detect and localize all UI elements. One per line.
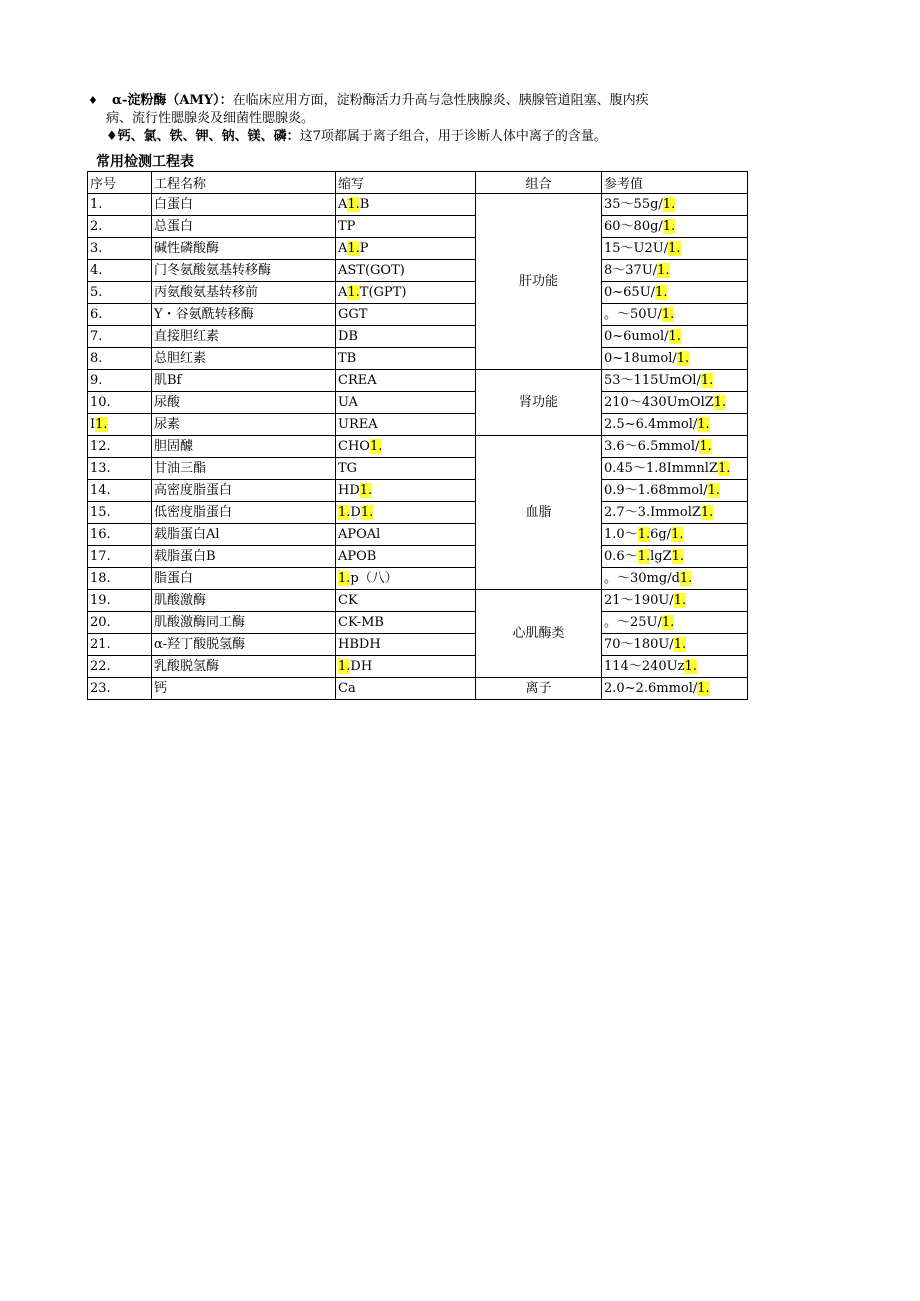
text-segment: 3.6～6.5mmol/: [604, 439, 700, 454]
cell-ref: [602, 194, 748, 216]
cell-name: 甘油三酯: [152, 458, 336, 480]
table-row: [88, 524, 748, 546]
text-segment: 15～U2U/: [604, 241, 669, 256]
cell-abbr: [336, 634, 476, 656]
cell-ref: [602, 326, 748, 348]
cell-name: 胆固醵: [152, 436, 336, 458]
cell-group-lipid: 血脂: [476, 436, 602, 590]
cell-abbr: [336, 414, 476, 436]
cell-no: 2.: [88, 216, 152, 238]
table-row: [88, 282, 748, 304]
text-segment: 1.0～: [604, 527, 638, 542]
cell-abbr: [336, 656, 476, 678]
highlighted-text: 1.: [673, 593, 687, 608]
table-row: [88, 458, 748, 480]
cell-abbr: [336, 282, 476, 304]
text-segment: 35～55g/: [604, 197, 663, 212]
text-segment: CK-MB: [338, 615, 384, 630]
cell-no: 6.: [88, 304, 152, 326]
cell-no: 9.: [88, 370, 152, 392]
highlighted-text: 1.: [661, 615, 675, 630]
cell-no: 18.: [88, 568, 152, 590]
cell-no: 12.: [88, 436, 152, 458]
cell-no: 17.: [88, 546, 152, 568]
cell-abbr: [336, 216, 476, 238]
text-segment: TG: [338, 461, 358, 476]
highlighted-text: 1.: [662, 197, 676, 212]
cell-name: 钙: [152, 678, 336, 700]
highlighted-text: 1.: [697, 681, 710, 696]
cell-ref: [602, 656, 748, 678]
highlighted-text: 1.: [360, 505, 374, 520]
table-body: [88, 194, 748, 700]
cell-no: 20.: [88, 612, 152, 634]
text-segment: A: [338, 241, 348, 256]
diamond-bullet-icon: ♦: [88, 94, 98, 107]
cell-ref: [602, 678, 748, 700]
highlighted-text: 1.: [338, 505, 351, 520]
text-segment: 21～190U/: [604, 593, 674, 608]
text-segment: 53～115UmOl/: [604, 373, 701, 388]
text-segment: 0~6umol/: [604, 329, 669, 344]
table-row: [88, 194, 748, 216]
table-row: [88, 612, 748, 634]
cell-abbr: [336, 546, 476, 568]
table-row: [88, 568, 748, 590]
highlighted-text: 1.: [668, 329, 681, 344]
highlighted-text: 1.: [671, 527, 684, 542]
highlighted-text: 1.: [700, 505, 714, 520]
highlighted-text: 1.: [359, 483, 373, 498]
highlighted-text: 1.: [676, 351, 690, 366]
highlighted-text: 1.: [347, 241, 360, 256]
cell-abbr: [336, 370, 476, 392]
highlighted-text: 1.: [637, 527, 651, 542]
cell-name: 总蛋白: [152, 216, 336, 238]
text-segment: 2.0~2.6mmol/: [604, 681, 698, 696]
text-segment: HBDH: [338, 637, 381, 652]
cell-no: 16.: [88, 524, 152, 546]
text-segment: HD: [338, 483, 360, 498]
cell-name: 高密度脂蛋白: [152, 480, 336, 502]
text-segment: P: [359, 241, 369, 256]
table-row: [88, 436, 748, 458]
table-row: [88, 546, 748, 568]
text-segment: 。～25U/: [604, 615, 662, 630]
table-row: [88, 260, 748, 282]
table-row: [88, 370, 748, 392]
cell-abbr: [336, 326, 476, 348]
text-segment: APOB: [338, 549, 377, 564]
text-segment: 2.5~6.4mmol/: [604, 417, 698, 432]
cell-ref: [602, 436, 748, 458]
cell-no: 14.: [88, 480, 152, 502]
table-title: 常用检测工程表: [96, 154, 194, 170]
highlighted-text: 1.: [347, 197, 360, 212]
text-segment: 210～430UmOlZ: [604, 395, 714, 410]
highlighted-text: 1.: [369, 439, 383, 454]
text-segment: CHO: [338, 439, 370, 454]
cell-ref: [602, 282, 748, 304]
table-row: [88, 656, 748, 678]
highlighted-text: 1.: [697, 417, 710, 432]
cell-name: 脂蛋白: [152, 568, 336, 590]
cell-group-ion: 离子: [476, 678, 602, 700]
text-segment: TP: [338, 219, 356, 234]
cell-ref: [602, 524, 748, 546]
cell-no: 13.: [88, 458, 152, 480]
highlighted-text: 1.: [338, 659, 351, 674]
cell-name: α-羟丁酸脱氢酶: [152, 634, 336, 656]
cell-name: 肌酸激酶同工酶: [152, 612, 336, 634]
cell-no: 22.: [88, 656, 152, 678]
highlighted-text: 1.: [95, 417, 108, 432]
amy-description: 在临床应用方面，淀粉酶活力升高与急性胰腺炎、胰腺管道阻塞、腹内疾: [232, 93, 649, 108]
text-segment: GGT: [338, 307, 368, 322]
cell-name: 乳酸脱氢酶: [152, 656, 336, 678]
cell-name: Y・谷氨酰转移酶: [152, 304, 336, 326]
cell-ref: [602, 590, 748, 612]
cell-name: 尿酸: [152, 392, 336, 414]
text-segment: B: [359, 197, 370, 212]
highlighted-text: 1.: [700, 373, 714, 388]
text-segment: TB: [338, 351, 357, 366]
text-segment: DB: [338, 329, 358, 344]
cell-ref: [602, 458, 748, 480]
cell-group-liver: 肝功能: [476, 194, 602, 370]
text-segment: 0~65U/: [604, 285, 656, 300]
intro-text: [88, 92, 778, 146]
highlighted-text: 1.: [637, 549, 651, 564]
highlighted-text: 1.: [707, 483, 721, 498]
cell-group-kidney: 肾功能: [476, 370, 602, 436]
table-row: [88, 304, 748, 326]
cell-abbr: [336, 678, 476, 700]
text-segment: 。～50U/: [604, 307, 662, 322]
cell-name: 总胆红素: [152, 348, 336, 370]
text-segment: 114～240Uz: [604, 659, 685, 674]
table-row: [88, 678, 748, 700]
cell-abbr: [336, 392, 476, 414]
cell-abbr: [336, 502, 476, 524]
text-segment: A: [338, 285, 348, 300]
cell-abbr: [336, 612, 476, 634]
test-items-table: [87, 171, 748, 700]
highlighted-text: 1.: [717, 461, 731, 476]
text-segment: 8～37U/: [604, 263, 658, 278]
text-segment: 0.45～1.8ImmnlZ: [604, 461, 718, 476]
text-segment: 。～30mg/d: [604, 571, 680, 586]
highlighted-text: 1.: [338, 571, 351, 586]
table-row: [88, 238, 748, 260]
cell-no: 21.: [88, 634, 152, 656]
cell-no: 1.: [88, 194, 152, 216]
cell-name: 肌Bf: [152, 370, 336, 392]
header-ref: 参考值: [602, 172, 748, 194]
highlighted-text: 1.: [668, 241, 681, 256]
cell-no: 10.: [88, 392, 152, 414]
amy-line: [88, 92, 778, 110]
cell-no: [88, 414, 152, 436]
highlighted-text: 1.: [655, 285, 668, 300]
cell-no: 3.: [88, 238, 152, 260]
cell-ref: [602, 546, 748, 568]
header-abbr: 缩写: [336, 172, 476, 194]
cell-ref: [602, 370, 748, 392]
highlighted-text: 1.: [662, 219, 676, 234]
table-row: [88, 480, 748, 502]
cell-name: 直接胆红素: [152, 326, 336, 348]
highlighted-text: 1.: [671, 549, 685, 564]
cell-name: 肌酸激酶: [152, 590, 336, 612]
table-row: [88, 590, 748, 612]
ion-term: ♦钙、氯、铁、钾、钠、镁、磷：: [106, 129, 300, 144]
cell-abbr: [336, 436, 476, 458]
cell-name: 载脂蛋白Al: [152, 524, 336, 546]
cell-abbr: [336, 348, 476, 370]
text-segment: p（八）: [350, 571, 398, 586]
cell-ref: [602, 304, 748, 326]
highlighted-text: 1.: [684, 659, 697, 674]
highlighted-text: 1.: [657, 263, 670, 278]
header-group: 组合: [476, 172, 602, 194]
cell-ref: [602, 216, 748, 238]
cell-no: 7.: [88, 326, 152, 348]
cell-abbr: [336, 590, 476, 612]
header-no: 序号: [88, 172, 152, 194]
cell-name: 门冬氨酸氨基转移酶: [152, 260, 336, 282]
text-segment: APOAl: [338, 527, 381, 542]
ion-description: 这7项都属于离子组合，用于诊断人体中离子的含量。: [299, 129, 607, 144]
cell-name: 载脂蛋白B: [152, 546, 336, 568]
highlighted-text: 1.: [713, 395, 727, 410]
cell-no: 23.: [88, 678, 152, 700]
text-segment: CK: [338, 593, 358, 608]
cell-abbr: [336, 194, 476, 216]
cell-abbr: [336, 480, 476, 502]
cell-ref: [602, 238, 748, 260]
table-row: [88, 414, 748, 436]
text-segment: 0.6～: [604, 549, 638, 564]
cell-abbr: [336, 238, 476, 260]
table-row: [88, 502, 748, 524]
cell-ref: [602, 392, 748, 414]
text-segment: T(GPT): [359, 285, 407, 300]
cell-ref: [602, 502, 748, 524]
amy-term: α-淀粉酶（AMY）：: [112, 93, 233, 108]
text-segment: UA: [338, 395, 358, 410]
text-segment: I: [90, 417, 96, 432]
highlighted-text: 1.: [347, 285, 360, 300]
text-segment: 0.9～1.68mmol/: [604, 483, 708, 498]
cell-abbr: [336, 458, 476, 480]
table-row: [88, 216, 748, 238]
highlighted-text: 1.: [673, 637, 687, 652]
cell-name: 白蛋白: [152, 194, 336, 216]
cell-ref: [602, 634, 748, 656]
header-name: 工程名称: [152, 172, 336, 194]
text-segment: CREA: [338, 373, 377, 388]
highlighted-text: 1.: [679, 571, 693, 586]
cell-name: 碱性磷酸酶: [152, 238, 336, 260]
table-row: [88, 634, 748, 656]
cell-ref: [602, 348, 748, 370]
cell-ref: [602, 260, 748, 282]
cell-name: 低密度脂蛋白: [152, 502, 336, 524]
text-segment: 6g/: [650, 527, 672, 542]
text-segment: lgZ: [650, 549, 672, 564]
cell-no: 15.: [88, 502, 152, 524]
cell-ref: [602, 612, 748, 634]
text-segment: DH: [350, 659, 373, 674]
text-segment: AST(GOT): [338, 263, 405, 278]
text-segment: 2.7～3.ImmolZ: [604, 505, 701, 520]
cell-abbr: [336, 304, 476, 326]
text-segment: A: [338, 197, 348, 212]
cell-abbr: [336, 524, 476, 546]
amy-line-continued: 病、流行性腮腺炎及细菌性腮腺炎。: [106, 111, 315, 126]
highlighted-text: 1.: [661, 307, 675, 322]
table-row: [88, 392, 748, 414]
table-row: [88, 326, 748, 348]
ion-line: [88, 128, 778, 146]
cell-abbr: [336, 568, 476, 590]
cell-abbr: [336, 260, 476, 282]
text-segment: 70～180U/: [604, 637, 674, 652]
cell-group-cardiac: 心肌酶类: [476, 590, 602, 678]
cell-ref: [602, 568, 748, 590]
table-header-row: [88, 172, 748, 194]
cell-ref: [602, 480, 748, 502]
cell-no: 19.: [88, 590, 152, 612]
cell-name: 尿素: [152, 414, 336, 436]
cell-ref: [602, 414, 748, 436]
cell-no: 8.: [88, 348, 152, 370]
text-segment: 0~18umol/: [604, 351, 677, 366]
text-segment: UREA: [338, 417, 378, 432]
table-row: [88, 348, 748, 370]
cell-no: 4.: [88, 260, 152, 282]
cell-name: 丙氨酸氨基转移前: [152, 282, 336, 304]
text-segment: Ca: [338, 681, 356, 696]
cell-no: 5.: [88, 282, 152, 304]
highlighted-text: 1.: [699, 439, 712, 454]
text-segment: D: [350, 505, 361, 520]
text-segment: 60～80g/: [604, 219, 663, 234]
